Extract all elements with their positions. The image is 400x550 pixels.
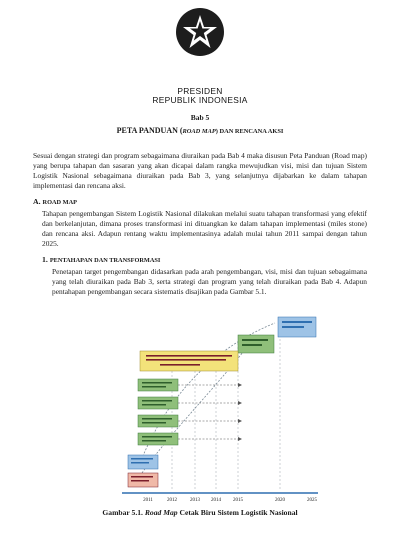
section-a-title: ROAD MAP [42, 199, 77, 206]
section-a-paragraph: Tahapan pengembangan Sistem Logistik Nasional dilakukan melalui suatu tahapan transformasi yang efektif dan berkelanjutan, dimana proses transformasi ini dituangkan ke dalam tahapan implementasi (miles stone) dan rencana aksi. Adapun rentang waktu implementasinya adalah mulai tahun 2011 sampai dengan tahun 2025. [42, 209, 367, 248]
section-1-heading [42, 255, 160, 264]
section-1-label: 1. [42, 255, 48, 264]
caption-italic: Road Map [144, 508, 178, 517]
header-line-1: PRESIDEN [177, 86, 223, 96]
axis-year-2012: 2012 [167, 498, 177, 503]
road-map-figure [120, 313, 320, 503]
chapter-number: Bab 5 [190, 113, 210, 122]
section-a-heading [33, 197, 77, 206]
intro-paragraph: Sesuai dengan strategi dan program sebagaimana diuraikan pada Bab 4 maka disusun Peta Panduan (Road map) yang berupa tahapan dan sasaran yang akan dicapai dalam rangka mewujudkan visi, misi dan tujuan Sistem Logistik Nasional sebagaimana diuraikan pada Bab 3, yang selanjutnya dijabarkan ke dalam tahapan implementasi dan rencana aksi. [33, 151, 367, 190]
chapter-title-italic: ROAD MAP [182, 128, 216, 135]
section-a-label: A. [33, 197, 41, 206]
figure-caption [0, 508, 400, 517]
axis-year-2020: 2020 [275, 498, 285, 503]
caption-suffix: Cetak Biru Sistem Logistik Nasional [179, 508, 298, 517]
section-1-paragraph: Penetapan target pengembangan didasarkan pada arah pengembangan, visi, misi dan tujuan sebagaimana yang telah diuraikan pada Bab 3, serta strategi dan program yang telah diuraikan pada Bab 4. Adapun pentahapan pengembangan secara sistematis disajikan pada Gambar 5.1. [52, 267, 367, 296]
chapter-title-prefix: PETA PANDUAN ( [116, 126, 183, 135]
axis-year-2013: 2013 [190, 498, 200, 503]
chapter-title [0, 126, 400, 135]
garuda-star-emblem-icon [174, 6, 226, 58]
section-1-title: PENTAHAPAN DAN TRANSFORMASI [49, 257, 161, 264]
chapter-title-suffix: ) DAN RENCANA AKSI [215, 128, 284, 135]
axis-year-2011: 2011 [143, 498, 153, 503]
axis-year-2014: 2014 [211, 498, 221, 503]
caption-prefix: Gambar 5.1. [102, 508, 143, 517]
axis-year-2025: 2025 [307, 498, 317, 503]
axis-year-2015: 2015 [233, 498, 243, 503]
header-line-2: REPUBLIK INDONESIA [152, 95, 248, 105]
